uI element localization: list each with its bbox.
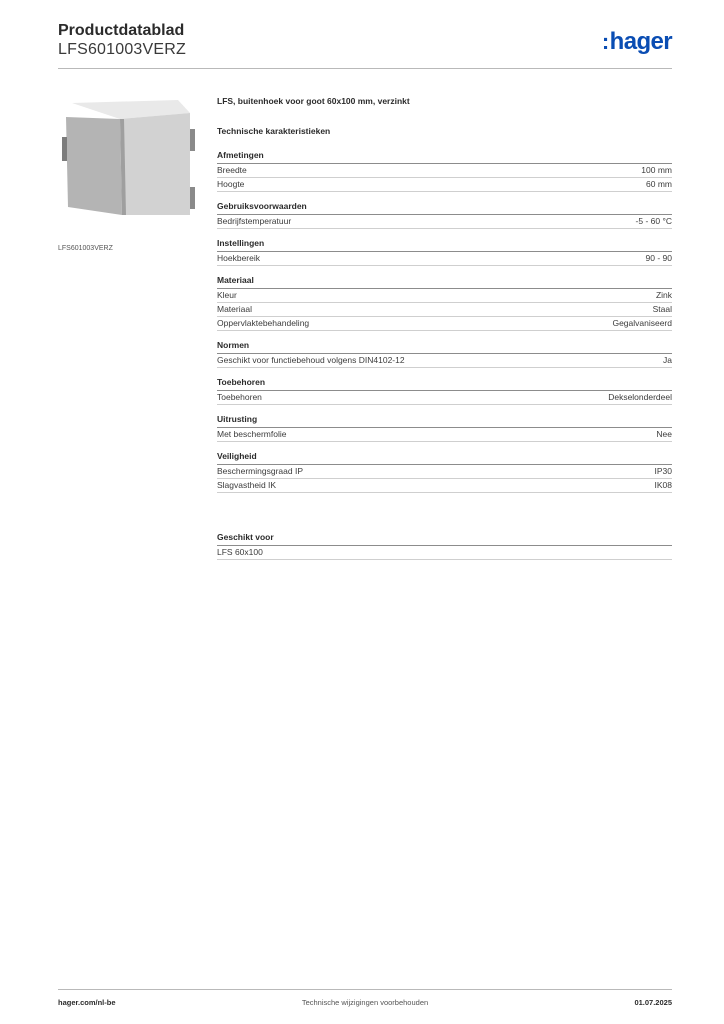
page-footer xyxy=(58,998,672,1012)
spec-value: Zink xyxy=(655,290,672,300)
group-title: Gebruiksvoorwaarden xyxy=(217,201,672,215)
spec-value: Gegalvaniseerd xyxy=(612,318,672,328)
spec-value: Ja xyxy=(663,355,672,365)
group-title: Uitrusting xyxy=(217,414,672,428)
spec-value: 60 mm xyxy=(646,179,672,189)
spec-group-uitrusting xyxy=(217,414,672,442)
spec-value: Staal xyxy=(652,304,672,314)
spec-group-veiligheid xyxy=(217,451,672,493)
product-photo-icon xyxy=(58,95,200,237)
spec-value: -5 - 60 °C xyxy=(635,216,672,226)
group-title: Afmetingen xyxy=(217,150,672,164)
spec-value: 90 - 90 xyxy=(645,253,672,263)
spec-row xyxy=(217,303,672,317)
footer-date: 01.07.2025 xyxy=(634,998,672,1007)
product-image xyxy=(58,95,200,237)
group-title: Veiligheid xyxy=(217,451,672,465)
spec-row xyxy=(217,479,672,493)
page-title: Productdatablad xyxy=(58,22,185,39)
group-title: Normen xyxy=(217,340,672,354)
page-header xyxy=(58,22,672,68)
group-title: Instellingen xyxy=(217,238,672,252)
spec-group-instellingen xyxy=(217,238,672,266)
spacer xyxy=(217,502,672,532)
spec-label: Oppervlaktebehandeling xyxy=(217,318,310,328)
spec-value: IP30 xyxy=(654,466,672,476)
group-title: Geschikt voor xyxy=(217,532,672,546)
spec-label: Materiaal xyxy=(217,304,252,314)
spec-row xyxy=(217,178,672,192)
product-description: LFS, buitenhoek voor goot 60x100 mm, verzinkt xyxy=(217,96,410,106)
header-divider xyxy=(58,68,672,69)
footer-website-link[interactable]: hager.com/nl-be xyxy=(58,998,116,1007)
spec-row xyxy=(217,215,672,229)
spec-value: 100 mm xyxy=(641,165,672,175)
spec-label: LFS 60x100 xyxy=(217,547,263,557)
spec-group-normen xyxy=(217,340,672,368)
footer-disclaimer: Technische wijzigingen voorbehouden xyxy=(301,998,429,1007)
spec-label: Geschikt voor functiebehoud volgens DIN4102-12 xyxy=(217,355,405,365)
spec-row xyxy=(217,289,672,303)
spec-label: Beschermingsgraad IP xyxy=(217,466,303,476)
spec-row xyxy=(217,252,672,266)
spec-group-materiaal xyxy=(217,275,672,331)
spec-row xyxy=(217,428,672,442)
spec-group-afmetingen xyxy=(217,150,672,192)
group-title: Materiaal xyxy=(217,275,672,289)
spec-value: IK08 xyxy=(654,480,672,490)
spec-label: Toebehoren xyxy=(217,392,262,402)
spec-group-geschikt-voor xyxy=(217,532,672,560)
spec-content xyxy=(217,96,672,569)
spec-row xyxy=(217,546,672,560)
image-caption: LFS601003VERZ xyxy=(58,245,113,252)
group-title: Toebehoren xyxy=(217,377,672,391)
product-code: LFS601003VERZ xyxy=(58,41,187,58)
spec-group-gebruiksvoorwaarden xyxy=(217,201,672,229)
spec-value: Dekselonderdeel xyxy=(608,392,672,402)
spec-row xyxy=(217,317,672,331)
logo-text: hager xyxy=(609,28,672,55)
spec-row xyxy=(217,465,672,479)
spec-row xyxy=(217,164,672,178)
section-title: Technische karakteristieken xyxy=(217,126,331,136)
spec-row xyxy=(217,391,672,405)
spec-group-toebehoren xyxy=(217,377,672,405)
spec-value: Nee xyxy=(656,429,672,439)
spec-row xyxy=(217,354,672,368)
spec-label: Kleur xyxy=(217,290,237,300)
spec-label: Breedte xyxy=(217,165,247,175)
spec-label: Bedrijfstemperatuur xyxy=(217,216,292,226)
spec-label: Hoekbereik xyxy=(217,253,260,263)
spec-label: Hoogte xyxy=(217,179,245,189)
spec-label: Met beschermfolie xyxy=(217,429,287,439)
hager-logo[interactable]: :hager xyxy=(601,28,672,55)
footer-divider xyxy=(58,989,672,990)
spec-label: Slagvastheid IK xyxy=(217,480,277,490)
